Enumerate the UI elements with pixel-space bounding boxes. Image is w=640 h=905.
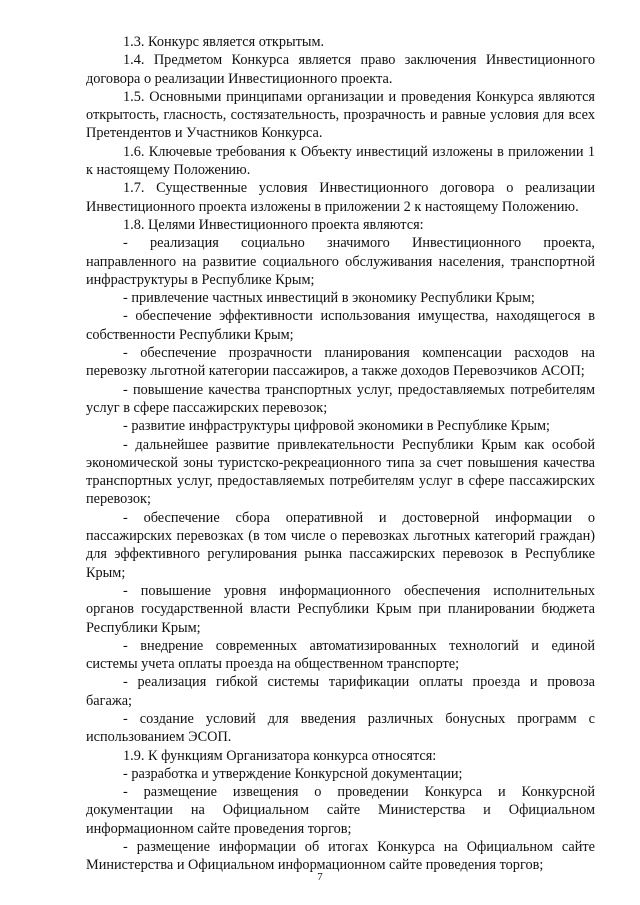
goal-list-item: - дальнейшее развитие привлекательности Республики Крым как особой экономической зоны туристско-рекреационного типа за счет повышения качества транспортных услуг, предоставляемых потребителям услуг в сфере пассажирских перевозок; — [86, 436, 595, 508]
goal-list-item: - создание условий для введения различных бонусных программ с использованием ЭСОП. — [86, 710, 595, 746]
paragraph-1-4: 1.4. Предметом Конкурса является право заключения Инвестиционного договора о реализации Инвестиционного проекта. — [86, 52, 595, 87]
goal-list-item: - привлечение частных инвестиций в экономику Республики Крым; — [123, 290, 535, 307]
goal-list-item: - обеспечение эффективности использования имущества, находящегося в собственности Республики Крым; — [86, 308, 595, 343]
paragraph-1-9: 1.9. К функциям Организатора конкурса относятся: — [123, 747, 437, 764]
goal-list-item: - обеспечение сбора оперативной и достоверной информации о пассажирских перевозках (в том числе о перевозках льготных категорий граждан) для эффективного регулирования рынка пассажирских перевозок в Республике Крым; — [86, 509, 595, 581]
paragraph-1-5: 1.5. Основными принципами организации и проведения Конкурса являются открытость, гласность, состязательность, прозрачность и равные условия для всех Претендентов и Участников Конкурса. — [86, 88, 595, 142]
function-list-item: - размещение извещения о проведении Конкурса и Конкурсной документации на Официальном сайте Министерства и Официальном информационном сайте проведения торгов; — [86, 784, 595, 837]
function-list-item: - разработка и утверждение Конкурсной документации; — [123, 765, 463, 782]
paragraph-1-3: 1.3. Конкурс является открытым. — [123, 34, 325, 50]
goal-list-item: - внедрение современных автоматизированных технологий и единой системы учета оплаты проезда на общественном транспорте; — [86, 637, 595, 673]
goal-list-item: - повышение качества транспортных услуг, предоставляемых потребителям услуг в сфере пассажирских перевозок; — [86, 381, 595, 416]
paragraph-1-7: 1.7. Существенные условия Инвестиционного договора о реализации Инвестиционного проекта изложены в приложении 2 к настоящему Положению. — [86, 180, 595, 215]
goal-list-item: - обеспечение прозрачности планирования компенсации расходов на перевозку льготной категории пассажиров, а также доходов Перевозчиков АСОП; — [86, 345, 595, 380]
goal-list-item: - реализация гибкой системы тарификации оплаты проезда и провоза багажа; — [86, 674, 595, 709]
page-number: 7 — [317, 871, 323, 883]
goal-list-item: - реализация социально значимого Инвестиционного проекта, направленного на развитие социального обслуживания населения, транспортной инфраструктуры в Республике Крым; — [86, 235, 595, 288]
paragraph-1-6: 1.6. Ключевые требования к Объекту инвестиций изложены в приложении 1 к настоящему Положению. — [86, 143, 595, 179]
goal-list-item: - развитие инфраструктуры цифровой экономики в Республике Крым; — [123, 418, 550, 435]
paragraph-1-8: 1.8. Целями Инвестиционного проекта являются: — [123, 216, 424, 233]
goal-list-item: - повышение уровня информационного обеспечения исполнительных органов государственной власти Республики Крым при планировании бюджета Республики Крым; — [86, 582, 595, 636]
document-body — [86, 33, 595, 875]
function-list-item: - размещение информации об итогах Конкурса на Официальном сайте Министерства и Официальном информационном сайте проведения торгов; — [86, 839, 595, 874]
